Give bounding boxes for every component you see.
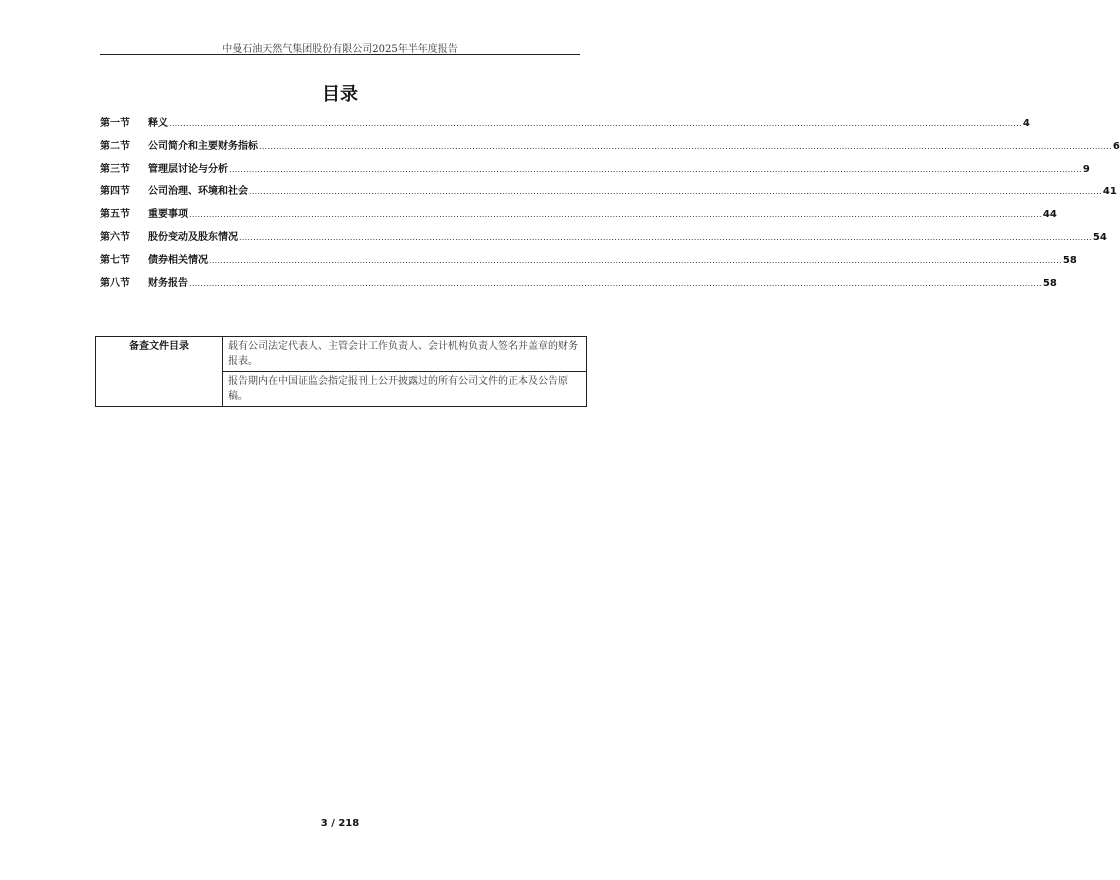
- toc-leader: ............................................................................................................................................................................................................................................................................................................: [239, 232, 1092, 242]
- page-header: 中曼石油天然气集团股份有限公司2025年半年度报告: [222, 44, 458, 55]
- toc-section-title: 股份变动及股东情况: [148, 231, 238, 243]
- toc-section-number: 第三节: [100, 163, 130, 175]
- toc-section-title: 释义: [148, 118, 168, 129]
- table-row: [96, 337, 587, 372]
- reference-documents-table: [95, 336, 587, 407]
- toc-leader: ............................................................................................................................................................................................................................................................................................................: [229, 164, 1082, 174]
- toc-title: 目录: [322, 84, 358, 105]
- toc-entry[interactable]: [100, 274, 1057, 297]
- toc-section-number: 第八节: [100, 277, 130, 289]
- toc-entry[interactable]: [100, 205, 1057, 228]
- toc-entry[interactable]: [100, 114, 1030, 137]
- toc-entry[interactable]: [100, 251, 1077, 274]
- toc-section-number: 第二节: [100, 140, 130, 152]
- page-number: 3 / 218: [320, 818, 360, 829]
- toc-leader: ............................................................................................................................................................................................................................................................................................................: [259, 141, 1112, 151]
- toc-section-title: 债券相关情况: [148, 254, 208, 266]
- toc-page-number: 41: [1102, 186, 1117, 198]
- toc-section-title: 财务报告: [148, 277, 188, 289]
- toc-leader: ............................................................................................................................................................................................................................................................................................................: [189, 278, 1042, 288]
- toc-section-title: 管理层讨论与分析: [148, 163, 228, 175]
- toc-leader: ............................................................................................................................................................................................................................................................................................................: [189, 210, 1042, 220]
- toc-entry[interactable]: [100, 160, 1090, 183]
- toc-page-number: 6: [1112, 140, 1120, 152]
- toc-page-number: 54: [1092, 231, 1107, 243]
- toc-leader: ............................................................................................................................................................................................................................................................................................................: [249, 187, 1102, 197]
- toc-section-title: 公司简介和主要财务指标: [148, 140, 258, 152]
- toc-page-number: 44: [1042, 209, 1057, 221]
- toc-entry[interactable]: [100, 182, 1117, 205]
- toc-section-title: 公司治理、环境和社会: [148, 186, 248, 198]
- reference-label: 备查文件目录: [96, 337, 223, 407]
- toc-leader: ............................................................................................................................................................................................................................................................................................................: [169, 119, 1022, 128]
- reference-item: 报告期内在中国证监会指定报刊上公开披露过的所有公司文件的正本及公告原稿。: [223, 372, 587, 407]
- toc-section-title: 重要事项: [148, 209, 188, 221]
- reference-item: 载有公司法定代表人、主管会计工作负责人、会计机构负责人签名并盖章的财务报表。: [223, 337, 587, 372]
- toc-section-number: 第一节: [100, 118, 130, 129]
- toc-page-number: 58: [1042, 277, 1057, 289]
- table-of-contents: [100, 114, 1120, 296]
- toc-entry[interactable]: [100, 137, 1120, 160]
- toc-entry[interactable]: [100, 228, 1107, 251]
- toc-section-number: 第四节: [100, 186, 130, 198]
- toc-section-number: 第七节: [100, 254, 130, 266]
- toc-page-number: 4: [1022, 118, 1030, 129]
- toc-page-number: 9: [1082, 163, 1090, 175]
- toc-section-number: 第六节: [100, 231, 130, 243]
- toc-leader: ............................................................................................................................................................................................................................................................................................................: [209, 255, 1062, 265]
- header-divider: [100, 54, 580, 55]
- toc-section-number: 第五节: [100, 209, 130, 221]
- toc-page-number: 58: [1062, 254, 1077, 266]
